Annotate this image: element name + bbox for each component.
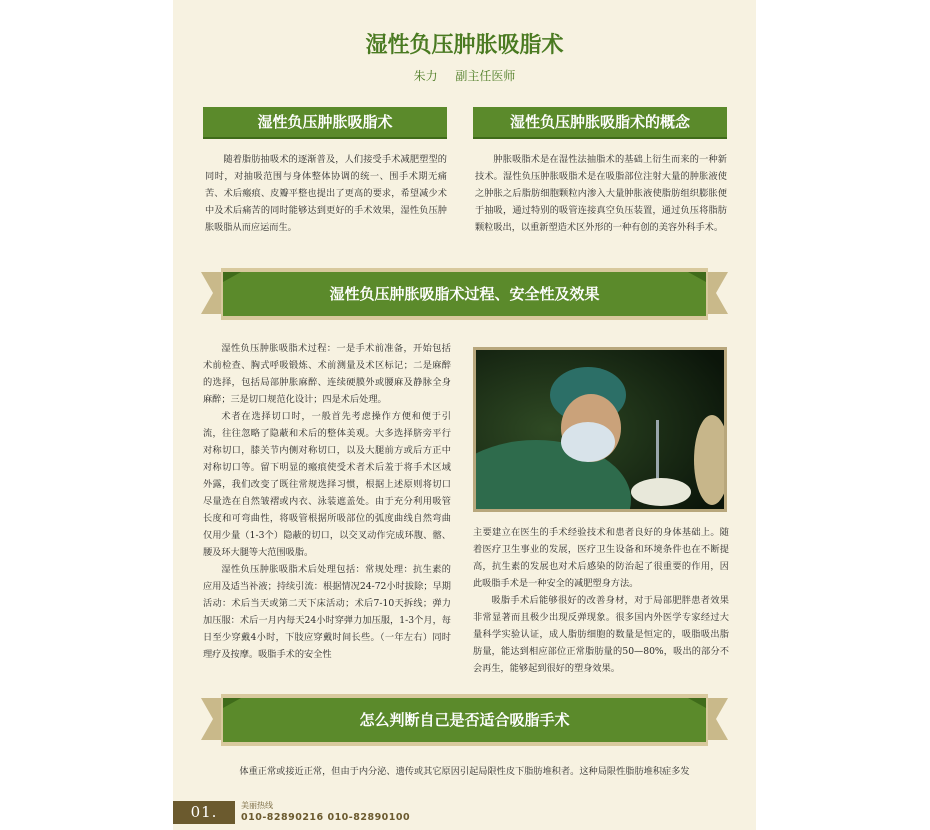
page-number: 01. <box>173 801 235 824</box>
hotline-phones: 010-82890216 010-82890100 <box>241 812 411 823</box>
section3-right-body <box>473 524 729 677</box>
section3-left-paragraph: 术者在选择切口时，一般首先考虑操作方便和便于引流，往往忽略了隐蔽和术后的整体美观。大多选择脐旁平行对称切口，膝关节内侧对称切口，以及大腿前方或后方正中对称切口等。留下明显的瘢痕使受术者术后羞于将手术区域外露，我们改变了既往常规选择习惯，根据上述原则将切口尽量选在自然皱褶或内衣、泳装遮盖处。由于充分利用吸管长度和可弯曲性，将吸管根据所吸部位的弧度曲线自然弯曲仅用少量（1-3个）隐蔽的切口，以交叉动作完成环腹、髂、腰及环大腿等大范围吸脂。 <box>203 411 451 558</box>
hotline-info <box>241 801 410 824</box>
author-line: 朱力 副主任医师 <box>413 69 516 83</box>
section2-body <box>475 151 727 236</box>
section3-ribbon <box>201 266 728 322</box>
section4-heading: 怎么判断自己是否适合吸脂手术 <box>359 711 570 729</box>
hotline-label: 美丽热线 <box>241 801 273 810</box>
section3-left-paragraph: 湿性负压肿胀吸脂术后处理包括：常规处理：抗生素的应用及适当补液；持续引流：根据情况24-72小时拔除；早期活动：术后当天或第二天下床活动；术后7-10天拆线；弹力加压服：术后一月内每天24小时穿弹力加压服，1-3个月，每日至少穿戴4小时，下肢应穿戴时间长些。（一年左右）同时理疗及按摩。吸脂手术的安全性 <box>203 564 451 660</box>
section1-body <box>205 151 447 236</box>
page-title: 湿性负压肿胀吸脂术 <box>365 33 564 58</box>
section4-paragraph: 体重正常或接近正常，但由于内分泌、遗传或其它原因引起局限性皮下脂肪堆积者。这种局限性脂肪堆积症多发 <box>239 766 690 777</box>
surgeon-photo <box>473 347 727 512</box>
section2-paragraph: 肿胀吸脂术是在湿性法抽脂术的基础上衍生而来的一种新技术。湿性负压肿胀吸脂术是在吸脂部位注射大量的肿胀液使之肿胀之后脂肪细胞颗粒内渗入大量肿胀液使脂肪组织膨胀便于抽吸，通过特别的吸管连接真空负压装置，通过负压将脂肪颗粒吸出，以重新塑造术区外形的一种有创的美容外科手术。 <box>475 154 727 233</box>
section3-left-body <box>203 340 451 663</box>
section3-right-paragraph: 吸脂手术后能够很好的改善身材，对于局部肥胖患者效果非常显著而且极少出现反弹现象。很多国内外医学专家经过大量科学实验认证，成人脂肪细胞的数量是恒定的，吸脂吸出脂肪量，能达到相应部位正常脂肪量的50—80%，吸出的部分不会再生，能够起到很好的塑身效果。 <box>473 595 729 674</box>
section1-paragraph: 随着脂肪抽吸术的逐渐普及，人们接受手术减肥塑型的同时，对抽吸范围与身体整体协调的统一、围手术期无痛苦、术后瘢痕、皮瓣平整也提出了更高的要求，希望减少术中及术后痛苦的同时能够达到更好的手术效果，湿性负压肿胀吸脂从而应运而生。 <box>205 154 447 233</box>
section1-heading: 湿性负压肿胀吸脂术 <box>203 107 447 139</box>
section4-ribbon <box>201 692 728 748</box>
section3-left-paragraph: 湿性负压肿胀吸脂术过程：一是手术前准备，开始包括术前检查、胸式呼吸锻炼、术前测量及术区标记；二是麻醉的选择，包括局部肿胀麻醉、连续硬膜外或腰麻及静脉全身麻醉；三是切口规范化设计；四是术后处理。 <box>203 343 451 405</box>
section4-body <box>221 763 741 780</box>
magazine-page <box>173 0 756 830</box>
section3-heading: 湿性负压肿胀吸脂术过程、安全性及效果 <box>329 285 600 303</box>
section2-heading: 湿性负压肿胀吸脂术的概念 <box>473 107 727 139</box>
section3-right-paragraph: 主要建立在医生的手术经验技术和患者良好的身体基础上。随着医疗卫生事业的发展，医疗卫生设备和环境条件也在不断提高，抗生素的发展也对术后感染的防治起了很重要的作用，因此吸脂手术是一种安全的减肥塑身方法。 <box>473 527 729 589</box>
